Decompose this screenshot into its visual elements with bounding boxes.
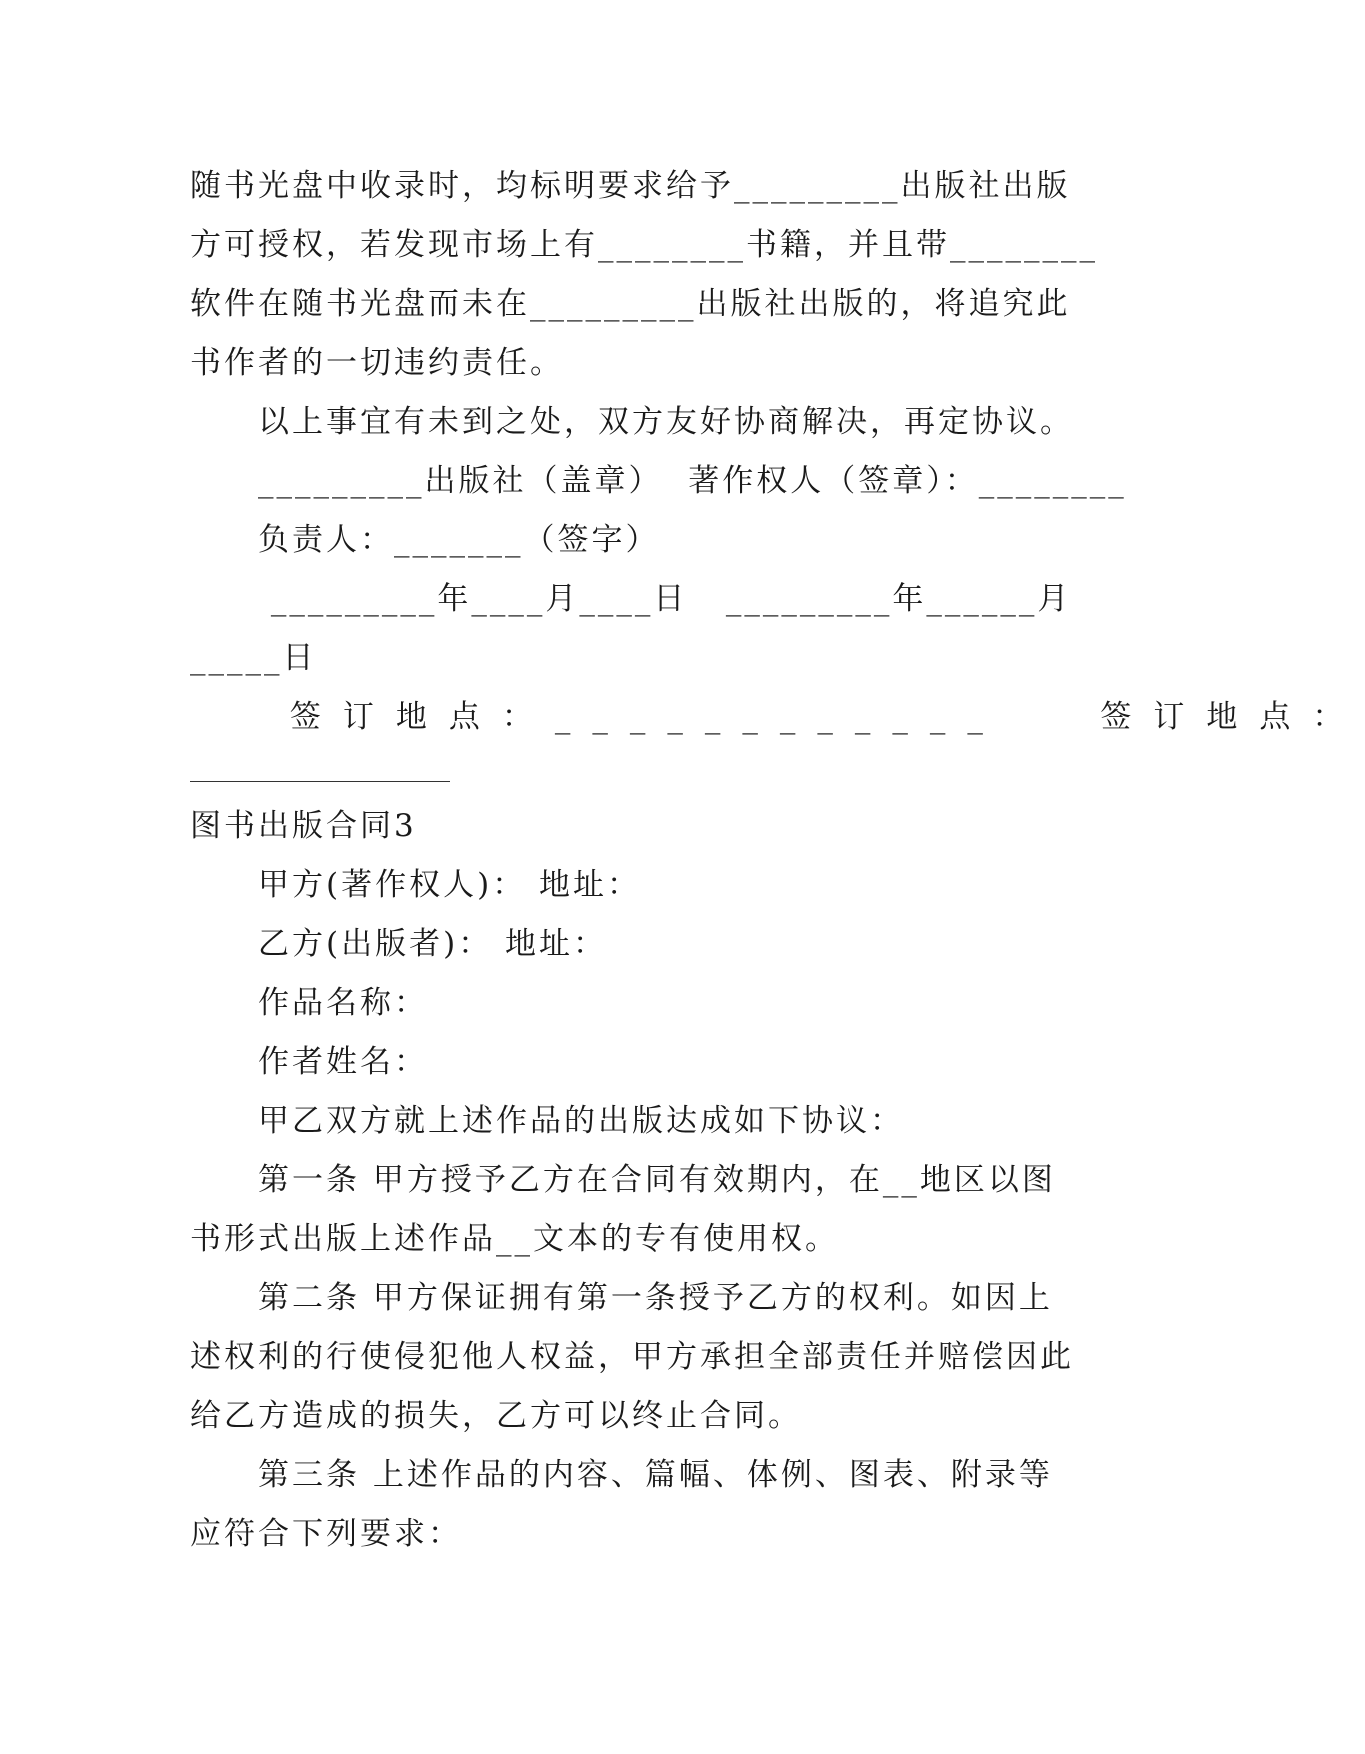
date-line: _________年____月____日 _________年______月 [258,581,1072,617]
text-line: 书作者的一切违约责任。 [190,345,564,381]
party-b-line: 乙方(出版者)： 地址： [258,926,608,962]
article-2-continued: 给乙方造成的损失，乙方可以终止合同。 [190,1398,802,1434]
contract-title: 图书出版合同3 [190,808,417,844]
article-1-continued: 书形式出版上述作品__文本的专有使用权。 [190,1221,839,1257]
work-title-line: 作品名称： [258,985,428,1021]
text-line: 以上事宜有未到之处，双方友好协商解决，再定协议。 [258,404,1074,440]
text-line: 甲乙双方就上述作品的出版达成如下协议： [258,1103,904,1139]
article-3-continued: 应符合下列要求： [190,1516,462,1552]
text-line: 软件在随书光盘而未在_________出版社出版的，将追究此 [190,286,1071,322]
signature-line-publisher: _________出版社（盖章） 著作权人（签章）：________ [258,463,1127,499]
date-line-continued: _____日 [190,640,317,676]
author-name-line: 作者姓名： [258,1044,428,1080]
signing-place-line: 签订地点：____________ 签订地点： [258,699,1365,735]
article-1: 第一条 甲方授予乙方在合同有效期内，在__地区以图 [258,1162,1056,1198]
party-a-line: 甲方(著作权人)： 地址： [258,867,642,903]
article-3: 第三条 上述作品的内容、篇幅、体例、图表、附录等 [258,1457,1053,1493]
text-line: 方可授权，若发现市场上有________书籍，并且带________ [190,227,1098,263]
article-2-continued: 述权利的行使侵犯他人权益，甲方承担全部责任并赔偿因此 [190,1339,1074,1375]
responsible-person-line: 负责人：_______（签字） [258,522,660,558]
blank-rule [190,781,450,782]
article-2: 第二条 甲方保证拥有第一条授予乙方的权利。如因上 [258,1280,1053,1316]
text-line: 随书光盘中收录时，均标明要求给予_________出版社出版 [190,168,1071,204]
